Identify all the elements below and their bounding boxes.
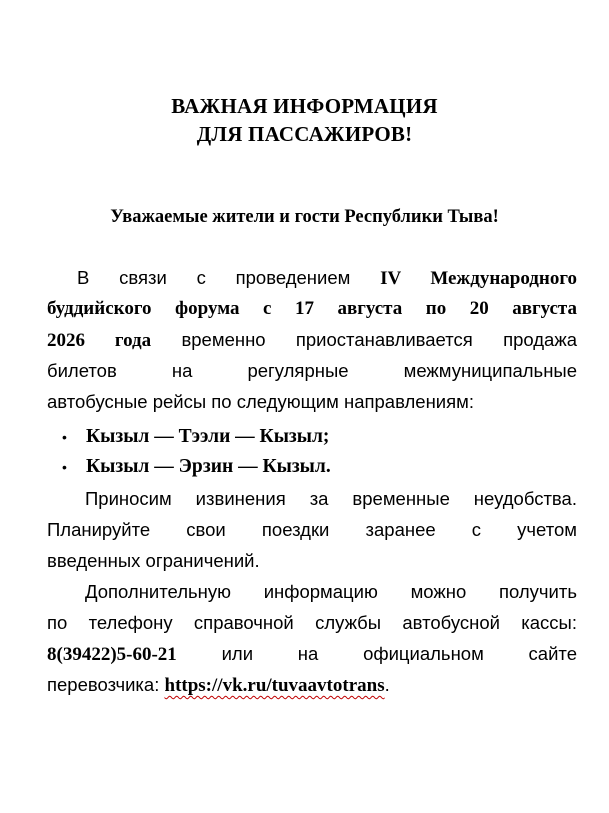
forum-year: 2026 года bbox=[47, 330, 152, 351]
para3-text: Дополнительную информацию можно получить bbox=[85, 581, 577, 602]
para3-text: перевозчика: bbox=[47, 674, 165, 695]
page-title-line-1: ВАЖНАЯ ИНФОРМАЦИЯ bbox=[171, 94, 438, 118]
para2-text: Приносим извинения за временные неудобства. bbox=[85, 488, 577, 509]
para1-text: В связи с проведением bbox=[77, 267, 381, 288]
para1-text: временно приостанавливается продажа bbox=[151, 329, 578, 350]
para1-line-3 bbox=[47, 325, 577, 355]
para3-line-3 bbox=[47, 639, 577, 669]
para2-line-3: введенных ограничений. bbox=[47, 550, 260, 571]
carrier-website-link[interactable]: https://vk.ru/tuvaavtotrans bbox=[164, 675, 385, 696]
greeting: Уважаемые жители и гости Республики Тыва! bbox=[110, 207, 499, 227]
para3-line-2: по телефону справочной службы автобусной кассы: bbox=[47, 612, 577, 633]
forum-name: IV Международного bbox=[380, 268, 577, 289]
para1-line-4: билетов на регулярные межмуниципальные bbox=[47, 360, 577, 381]
route-item-2: Кызыл — Эрзин — Кызыл. bbox=[86, 456, 331, 477]
route-item-1: Кызыл — Тээли — Кызыл; bbox=[86, 426, 330, 447]
para2-line-2: Планируйте свои поездки заранее с учетом bbox=[47, 519, 577, 540]
para3-line-1 bbox=[47, 577, 577, 606]
para1-line-5: автобусные рейсы по следующим направлениям: bbox=[47, 391, 475, 412]
para1-line-2: буддийского форума с 17 августа по 20 августа bbox=[47, 298, 577, 319]
bullet-icon: • bbox=[62, 459, 67, 475]
para2-line-1 bbox=[47, 484, 577, 513]
phone-number: 8(39422)5-60-21 bbox=[47, 644, 177, 665]
page-title-line-2: ДЛЯ ПАССАЖИРОВ! bbox=[196, 122, 413, 146]
para3-text: . bbox=[384, 674, 390, 695]
para3-text: или на официальном сайте bbox=[176, 643, 577, 664]
para1-line-1 bbox=[47, 263, 577, 293]
para3-line-4 bbox=[47, 670, 577, 700]
bullet-icon: • bbox=[62, 429, 67, 445]
